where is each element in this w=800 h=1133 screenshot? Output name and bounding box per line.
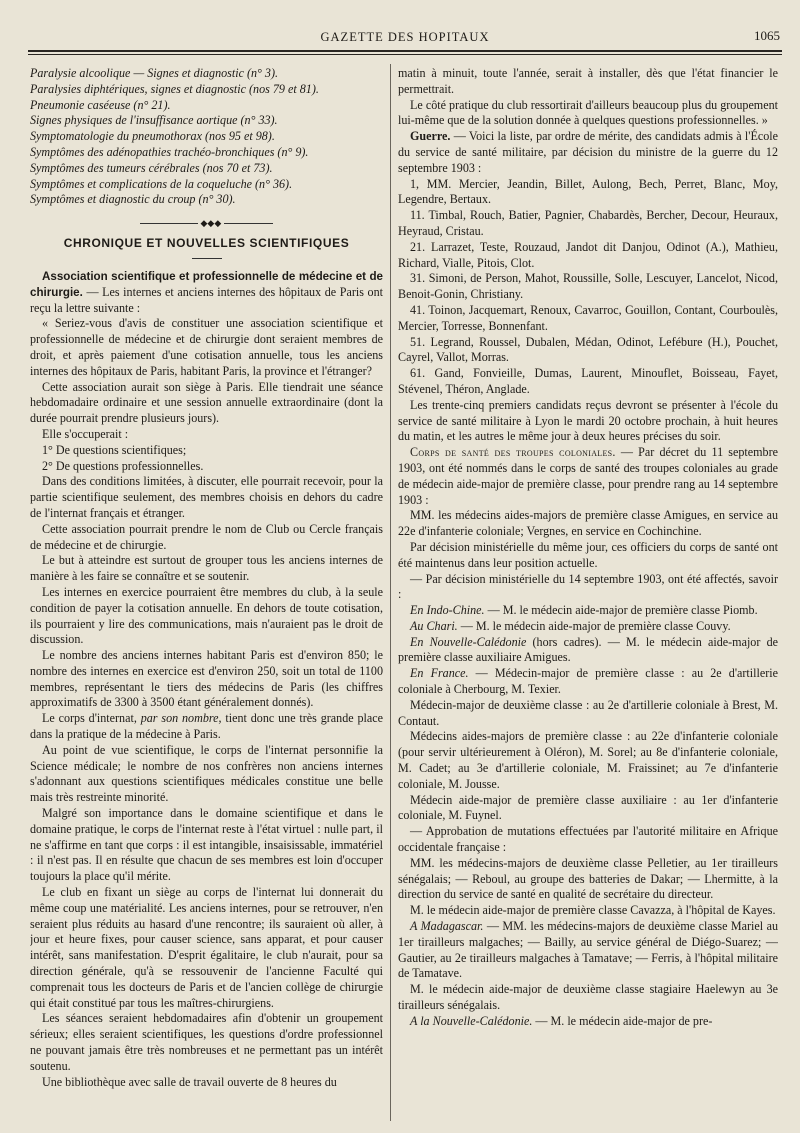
letter-paragraph: Dans des conditions limitées, à discuter, elle pourrait recevoir, pour la partie scientifique seulement, des membres choisis en dehors du cadre de l'internat français et étranger. [30,474,383,520]
letter-paragraph: Elle s'occuperait : [42,426,129,441]
association-lead: Association scientifique et professionnelle de médecine et de chirurgie. [30,269,383,299]
letter-paragraph: Cette association aurait son siège à Paris. Elle tiendrait une séance hebdomadaire ordinaire et une session annuelle extraordinaire (dont la durée pourrait prendre plusieurs jours). [30,379,383,426]
toc-item: Paralysies diphtériques, signes et diagnostic (nos 79 et 81). [30,81,319,96]
candidate-list: 21. Larrazet, Teste, Rouzaud, Jandot dit Danjou, Odinot (A.), Mathieu, Richard, Vialle, Pitois, Clot. [398,239,778,270]
posting-place: En Nouvelle-Calédonie [410,634,527,649]
column-divider [390,64,391,1121]
page-number: 1065 [754,28,780,43]
letter-list-item: 1° De questions scientifiques; [42,442,187,457]
left-column [30,66,383,1125]
page-header [28,28,782,46]
toc-item: Symptomatologie du pneumothorax (nos 95 et 98). [30,129,275,144]
letter-paragraph: Le nombre des anciens internes habitant Paris est d'environ 850; le nombre des internes en exercice est d'environ 250, soit un total de 1100 membres, représentant le tiers des médecins de Paris (les chiffres approximatifs de 3300 à 3500 étant généralement donnés). [30,648,383,710]
toc-list [30,66,383,208]
section-ornament [30,218,383,228]
corps-lead: Corps de santé des troupes coloniales. [410,445,616,460]
header-rule-thin [28,54,782,55]
toc-item: Symptômes et diagnostic du croup (n° 30). [30,192,236,207]
association-intro: Association scientifique et professionnelle de médecine et de chirurgie. — Les internes et anciens internes des hôpitaux de Paris ont reçu la lettre suivante : [30,269,383,315]
corps-paragraph: Par décision ministérielle du même jour, ces officiers du corps de santé ont été maintenus dans leur position actuelle. [398,539,778,570]
corps-paragraph: M. le médecin aide-major de première classe Cavazza, à l'hôpital de Kayes. [410,903,776,918]
header-rule-thick [28,50,782,52]
toc-item: Symptômes des adénopathies trachéo-bronchiques (n° 9). [30,144,309,159]
corps-paragraph: — Par décision ministérielle du 14 septembre 1903, ont été affectés, savoir : [398,571,778,602]
candidate-list: 61. Gand, Fonvieille, Dumas, Laurent, Minouflet, Boisseau, Fayet, Stévenel, Théron, Anglade. [398,366,778,396]
posting-place: En France. [410,666,469,681]
letter-list-item: 2° De questions professionnelles. [42,458,204,473]
letter-paragraph: Cette association pourrait prendre le nom de Club ou Cercle français de médecine et de chirurgie. [30,521,383,552]
letter-paragraph: Le côté pratique du club ressortirait d'ailleurs beaucoup plus du groupement lui-même que de la solution donnée à quelques questions professionnelles. » [398,97,778,128]
guerre-lead: Guerre. [410,129,451,144]
toc-item: Signes physiques de l'insuffisance aortique (n° 33). [30,113,278,128]
candidate-list: 1, MM. Mercier, Jeandin, Billet, Aulong, Bech, Perret, Blanc, Moy, Legendre, Bertaux. [398,176,778,207]
corps-paragraph: M. le médecin aide-major de deuxième classe stagiaire Haelewyn au 3e tirailleurs sénégalais. [398,982,778,1013]
corps-paragraph: MM. les médecins-majors de deuxième classe Pelletier, au 1er tirailleurs sénégalais; — Reboul, au groupe des batteries de Dakar; — Lhermitte, à la direction du service de santé en qualité de secrétaire du directeur. [398,855,778,902]
letter-paragraph: « Seriez-vous d'avis de constituer une association scientifique et professionnelle de médecine et de chirurgie dont seraient membres de droit, et après paiement d'une cotisation annuelle, tous les anciens internes des hôpitaux de Paris, habitant Paris, la province et l'étranger? [30,316,383,378]
posting-place: En Indo-Chine. [410,603,485,618]
posting-place: A la Nouvelle-Calédonie. [410,1013,533,1028]
candidate-list: 11. Timbal, Rouch, Batier, Pagnier, Chabardès, Bercher, Decour, Heuraux, Heyraud, Cristau. [398,208,778,238]
letter-continuation: matin à minuit, toute l'année, serait à installer, dès que l'état financier le permettrait. [398,66,778,96]
letter-paragraph: Les séances seraient hebdomadaires afin d'obtenir un groupement sérieux; elles seraient scientifiques, les questions d'ordre professionnel ne pouvant jamais être très nombreuses et ne permettant pas un intérêt soutenu. [30,1011,383,1073]
corps-paragraph: Médecin aide-major de première classe auxiliaire : au 1er d'infanterie coloniale, M. Fuynel. [398,792,778,823]
posting-paragraph: A la Nouvelle-Calédonie. — M. le médecin aide-major de pre- [410,1013,713,1028]
candidate-list: 41. Toinon, Jacquemart, Renoux, Cavarroc, Gouillon, Contant, Courboulès, Mercier, Torresse, Bonnenfant. [398,302,778,333]
posting-paragraph: A Madagascar. — MM. les médecins-majors de deuxième classe Mariel au 1er tirailleurs malgaches; — Bailly, au service général de Diégo-Suarez; — Gautier, au 2e tirailleurs malgaches à Tamatave; — Ferris, à l'hôpital militaire de Tamatave. [398,919,778,981]
corps-paragraph: Médecins aides-majors de première classe : au 22e d'infanterie coloniale (pour servir ultérieurement à Oléron), M. Sorel; au 8e d'infanterie coloniale, M. Cadet; au 3e d'artillerie coloniale, M. Fraissinet; au 7e d'infanterie coloniale, M. Jousse. [398,729,778,791]
corps-paragraph: MM. les médecins aides-majors de première classe Amigues, en service au 22e d'infanterie coloniale; Vergnes, en service en Cochinchine. [398,508,778,539]
toc-item: Paralysie alcoolique — Signes et diagnostic (n° 3). [30,66,279,80]
posting-paragraph: En Indo-Chine. — M. le médecin aide-major de première classe Piomb. [410,603,758,618]
letter-paragraph: Au point de vue scientifique, le corps de l'internat personnifie la Science médicale; le nombre de nos confrères non anciens internes s'adonnant aux questions scientifiques médicales constitue une belle mais très restreinte minorité. [30,742,383,805]
posting-paragraph: Au Chari. — M. le médecin aide-major de première classe Couvy. [410,618,731,633]
section-rule [192,258,222,259]
letter-paragraph: Malgré son importance dans le domaine scientifique et dans le domaine pratique, le corps de l'internat reste à l'état virtuel : nulle part, il ne s'affirme en tant que corps : il est intangible, insaisissable, immatériel : il n'est pas. Il en résulte que chacun de ses membres est loin d'occuper toujours la place qu'il mérite. [30,806,383,884]
corps-intro: Corps de santé des troupes coloniales. — Par décret du 11 septembre 1903, ont été nommés dans le corps de santé des troupes coloniales au grade de médecin aide-major de première classe, pour prendre rang au 14 septembre 1903 : [398,445,778,507]
journal-title: GAZETTE DES HOPITAUX [320,30,490,44]
posting-place: Au Chari. [410,618,458,633]
letter-paragraph: Les internes en exercice pourraient être membres du club, à la seule condition de payer la cotisation annuelle. En dehors de toute cotisation, ils pourraient y lire des communications, mais n'auraient pas le droit de discussion. [30,584,383,647]
guerre-paragraph: Les trente-cinq premiers candidats reçus devront se présenter à l'école du service de santé militaire à Lyon le mardi 20 octobre prochain, à huit heures du matin, et les autres le même jour à deux heures précises du soir. [398,397,778,444]
candidate-list: 51. Legrand, Roussel, Dubalen, Médan, Odinot, Lefébure (H.), Pouchet, Cayrel, Vallot, Morras. [398,334,778,365]
guerre-intro: Guerre. — Voici la liste, par ordre de mérite, des candidats admis à l'École du service de santé militaire, par décision du ministre de la guerre du 12 septembre 1903 : [398,129,778,175]
toc-item: Symptômes et complications de la coqueluche (n° 36). [30,176,293,191]
corps-paragraph: — Approbation de mutations effectuées par l'autorité militaire en Afrique occidentale française : [398,824,778,855]
posting-paragraph: En Nouvelle-Calédonie (hors cadres). — M. le médecin aide-major de première classe auxiliaire Amigues. [398,634,778,665]
toc-item: Symptômes des tumeurs cérébrales (nos 70 et 73). [30,160,273,175]
posting-place: A Madagascar. [410,919,484,934]
letter-paragraph: Le corps d'internat, par son nombre, tient donc une très grande place dans la pratique de la médecine à Paris. [30,711,383,742]
candidate-list: 31. Simoni, de Person, Mahot, Roussille, Solle, Lescuyer, Lancelot, Nicod, Benoit-Gonin, Christiany. [398,271,778,302]
diamond-ornament-icon: ◆◆◆ [198,219,225,228]
corps-paragraph: Médecin-major de deuxième classe : au 2e d'artillerie coloniale à Brest, M. Contaut. [398,697,778,728]
letter-paragraph: Le but à atteindre est surtout de grouper tous les anciens internes de manière à les faire se connaître et se soutenir. [30,553,383,584]
letter-paragraph: Une bibliothèque avec salle de travail ouverte de 8 heures du [42,1074,337,1089]
right-column [398,66,778,1125]
section-title: CHRONIQUE ET NOUVELLES SCIENTIFIQUES [63,236,350,251]
posting-paragraph: En France. — Médecin-major de première classe : au 2e d'artillerie coloniale à Cherbourg, M. Texier. [398,666,778,697]
letter-paragraph: Le club en fixant un siège au corps de l'internat lui donnerait du même coup une matérialité. Les anciens internes, pour se retrouver, n'en seraient plus réduits au hasard d'une rencontre; ils sauraient où aller, à jour et heure fixes, pour causer science, sans apparat, et pour causer intérêt, sans manifestation. D'esprit égalitaire, le club n'aurait, pour sa direction générale, qu'à se ressouvenir de l'ancienne Faculté qui comprenait tous les docteurs de Paris et de l'ancien collège de chirurgie qui était constitué par tous les maîtres-chirurgiens. [30,885,383,1010]
toc-item: Pneumonie caséeuse (n° 21). [30,97,171,112]
